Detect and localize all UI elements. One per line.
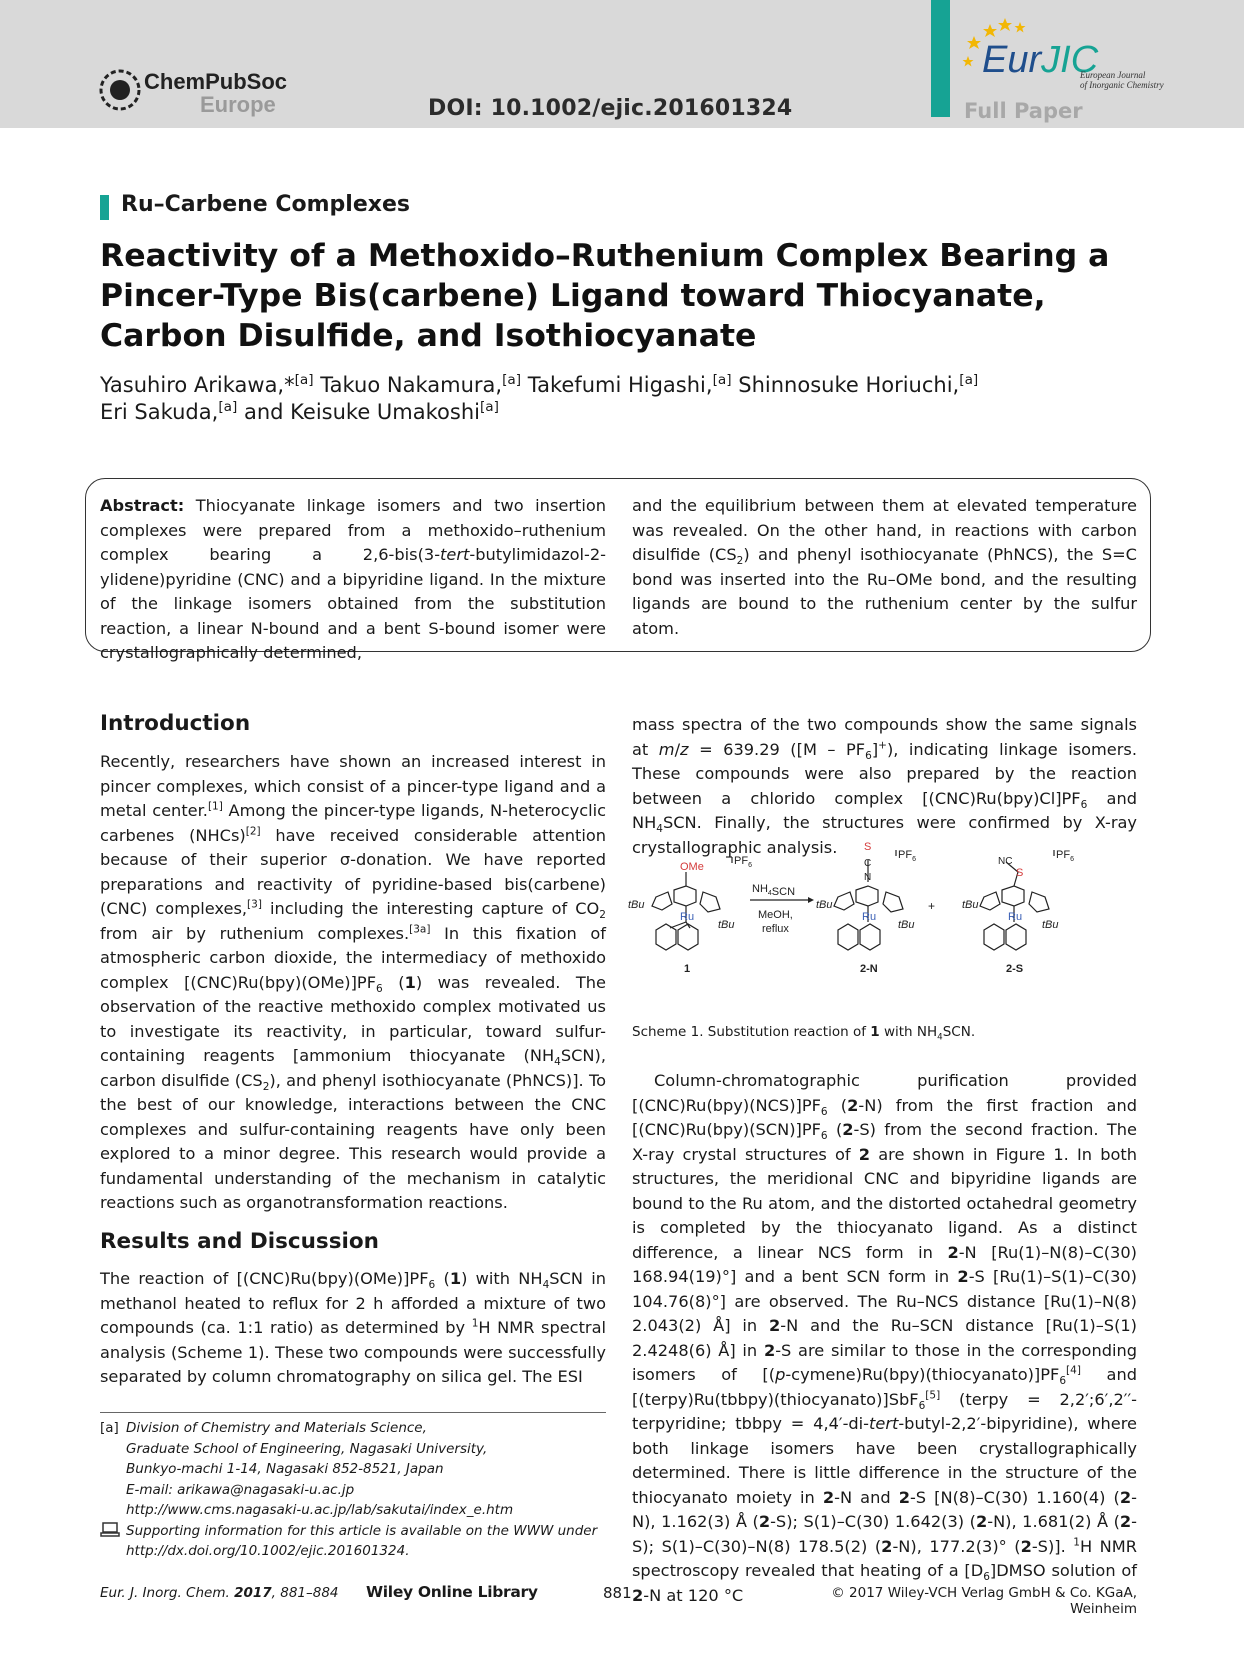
affiliation-email[interactable]: E-mail: arikawa@nagasaki-u.ac.jp — [126, 1481, 355, 1498]
footer-citation: Eur. J. Inorg. Chem. 2017, 881–884 — [100, 1585, 339, 1601]
metal-label-1: Ru — [680, 911, 695, 923]
eurjic-wordmark: EurJIC — [982, 39, 1099, 81]
counterion-pf: PF — [898, 849, 913, 861]
atom-c-label: C — [864, 858, 872, 869]
introduction-heading: Introduction — [100, 711, 251, 736]
globe-icon — [110, 80, 130, 100]
compound-label-1: 1 — [684, 963, 691, 975]
eurjic-logo[interactable] — [960, 14, 1164, 94]
affiliation-url[interactable]: http://www.cms.nagasaki-u.ac.jp/lab/sakutai/index_e.htm — [126, 1502, 514, 1518]
wiley-online-library-logo[interactable]: Wiley Online Library — [366, 1583, 538, 1601]
abstract-left: Abstract: Thiocyanate linkage isomers and two insertion complexes were prepared from a methoxido–ruthenium complex bearing a 2,6-bis(3-tert-butylimidazol-2-ylidene)pyridine (CNC) and a bipyridine ligand. In the mixture of the linkage isomers obtained from the substitution reaction, a linear N-bound and a bent S-bound isomer were crystallographically determined, — [100, 496, 606, 662]
footer-copyright: © 2017 Wiley-VCH Verlag GmbH & Co. KGaA, Weinheim — [831, 1585, 1137, 1617]
counterion-pf: PF — [734, 855, 749, 867]
journal-accent-bar — [931, 0, 950, 117]
affiliation-line: Graduate School of Engineering, Nagasaki University, — [126, 1440, 488, 1457]
metal-label-2s: Ru — [1008, 911, 1023, 923]
tbu-label: tBu — [962, 899, 979, 911]
page-number: 881 — [603, 1584, 632, 1602]
counterion-sub: 6 — [1070, 856, 1074, 863]
section-label: Ru–Carbene Complexes — [121, 192, 410, 217]
tbu-label: tBu — [718, 919, 735, 931]
author-list: Yasuhiro Arikawa,*[a] Takuo Nakamura,[a] Takefumi Higashi,[a] Shinnosuke Horiuchi,[a] Eri Sakuda,[a] and Keisuke Umakoshi[a] — [100, 372, 979, 424]
results-paragraph-1: The reaction of $[(CNC)Ru(bpy)(OMe)]PF_6$ (1) with $NH_4SCN$ in methanol heated to reflux for 2 h afforded a mixture of two compounds (ca. 1:1 ratio) as determined by $^1$H NMR spectral analysis (Scheme 1). These two compounds were successfully separated by column chromatography on silica gel. The ESI — [100, 1269, 607, 1386]
compound-label-2s: 2-S — [1006, 963, 1024, 975]
atom-s-label: S — [1016, 867, 1024, 879]
reagent-label: $NH_4SCN$ — [752, 883, 796, 898]
scheme-1-figure — [628, 841, 1140, 1004]
supporting-info-link[interactable]: http://dx.doi.org/10.1002/ejic.201601324. — [126, 1543, 410, 1559]
counterion-label-2n — [898, 849, 916, 863]
doi[interactable]: DOI: 10.1002/ejic.201601324 — [428, 96, 793, 121]
atom-n-label: N — [998, 856, 1006, 867]
publisher-sub: Europe — [200, 92, 276, 117]
tbu-label: tBu — [816, 899, 833, 911]
tbu-label: tBu — [1042, 919, 1059, 931]
compound-2s-structure — [980, 850, 1054, 950]
computer-icon — [100, 1522, 120, 1545]
abstract-right: and the equilibrium between them at elevated temperature was revealed. On the other hand, in reactions with carbon disulfide $(CS_2)$ and phenyl isothiocyanate (PhNCS), the S=C bond was inserted into the Ru–OMe bond, and the resulting ligands are bound to the ruthenium center by the sulfur atom. — [632, 496, 1137, 638]
reaction-arrowhead — [808, 897, 814, 903]
atom-c-label: C — [1005, 856, 1013, 867]
scheme-caption: Scheme 1. Substitution reaction of 1 with $NH_4SCN$. — [632, 1024, 976, 1043]
metal-label-2n: Ru — [862, 911, 877, 923]
affiliation-tag: [a] — [100, 1420, 119, 1436]
results-paragraph-2: Column-chromatographic purification provided $[(CNC)Ru(bpy)(NCS)]PF_6$ (2-N) from the first fraction and $[(CNC)Ru(bpy)(SCN)]PF_6$ (2-S) from the second fraction. The X-ray crystal structures of 2 are shown in Figure 1. In both structures, the meridional CNC and bipyridine ligands are bound to the Ru atom, and the distorted octahedral geometry is completed by the thiocyanato ligand. As a distinct difference, a linear NCS form in 2-N [Ru(1)–N(8)–C(30) 168.94(19)°] and a bent SCN form in 2-S [Ru(1)–S(1)–C(30) 104.76(8)°] are observed. The Ru–NCS distance [Ru(1)–N(8) 2.043(2) Å] in 2-N and the Ru–SCN distance [Ru(1)–S(1) 2.4248(6) Å] in 2-S are similar to those in the corresponding isomers of $[(p-cymene)Ru(bpy)(thiocyanato)]PF_6[4]$ and [(terpy)Ru(tbbpy)(thiocyanato)]SbF$_6$[5] (terpy = 2,2′;6′,2′′-terpyridine; tbbpy = 4,4′-di-tert-butyl-2,2′-bipyridine), where both linkage isomers have been crystallographically determined. There is little difference in the structure of the thiocyanato moiety in 2-N and 2-S [N(8)–C(30) 1.160(4) (2-N), 1.162(3) Å (2-S); S(1)–C(30) 1.642(3) (2-N), 1.681(2) Å (2-S); S(1)–C(30)–N(8) 178.5(2) (2-N), 177.2(3)° (2-S)]. $^1$H NMR spectroscopy revealed that heating of a $[D_6]DMSO$ solution of 2-N at 120 °C — [632, 1071, 1138, 1605]
affiliation-line: Bunkyo-machi 1-14, Nagasaki 852-8521, Japan — [126, 1461, 444, 1477]
tbu-label: tBu — [628, 899, 645, 911]
supporting-info-text: Supporting information for this article is available on the WWW under — [126, 1522, 598, 1539]
article-title: Reactivity of a Methoxido–Ruthenium Complex Bearing a Pincer-Type Bis(carbene) Ligand toward Thiocyanate, Carbon Disulfide, and Isothiocyanate — [100, 238, 1110, 354]
compound-label-2n: 2-N — [860, 963, 878, 975]
journal-tagline-2: of Inorganic Chemistry — [1080, 80, 1164, 90]
affiliation-line: Division of Chemistry and Materials Science, — [126, 1420, 427, 1436]
affiliation-block — [100, 1418, 606, 1562]
publisher-name: ChemPubSoc — [144, 69, 288, 94]
counterion-label-2s — [1056, 849, 1074, 863]
footnote-rule — [100, 1412, 606, 1413]
section-label-bar — [100, 195, 109, 220]
counterion-sub: 6 — [748, 862, 752, 869]
counterion-label-1 — [734, 855, 752, 869]
ncs-label — [998, 856, 1012, 867]
tbu-label: tBu — [898, 919, 915, 931]
journal-tagline-1: European Journal — [1080, 70, 1146, 80]
condition-1: MeOH, — [758, 909, 793, 921]
introduction-text: Recently, researchers have shown an increased interest in pincer complexes, which consist of a pincer-type ligand and a metal center.[1] Among the pincer-type ligands, N-heterocyclic carbenes (NHCs)[2] have received considerable attention because of their superior σ-donation. We have reported preparations and reactivity of pyridine-based bis(carbene) (CNC) complexes,[3] including the interesting capture of $CO_2$ from air by ruthenium complexes.[3a] In this fixation of atmospheric carbon dioxide, the intermediacy of methoxido complex $[(CNC)Ru(bpy)(OMe)]PF_6$ (1) was revealed. The observation of the reactive methoxido complex motivated us to investigate its reactivity, in particular, toward sulfur-containing reagents [ammonium thiocyanate $(NH_4SCN)$, carbon disulfide $(CS_2)$, and phenyl isothiocyanate (PhNCS)]. To the best of our knowledge, interactions between the CNC complexes and sulfur-containing reagents have only been explored to a minor degree. This research would provide a fundamental understanding of the mechanism in catalytic reactions such as organotransformation reactions. — [100, 752, 607, 1212]
plus-sign: + — [928, 899, 936, 913]
counterion-pf: PF — [1056, 849, 1071, 861]
results-paragraph-1-continued: mass spectra of the two compounds show the same signals at m/z = 639.29 $([M - PF_6]^+)$, indicating linkage isomers. These compounds were also prepared by the reaction between a chlorido complex $[(CNC)Ru(bpy)Cl]PF_6$ and $NH_4SCN$. Finally, the structures were confirmed by X-ray crystallographic analysis. — [632, 715, 1137, 857]
chempubsoc-logo[interactable] — [96, 64, 306, 124]
atom-n-label: N — [864, 872, 872, 883]
ome-label: OMe — [680, 861, 704, 873]
atom-s-label: S — [864, 841, 872, 853]
results-heading: Results and Discussion — [100, 1229, 379, 1254]
counterion-sub: 6 — [912, 856, 916, 863]
article-type: Full Paper — [964, 99, 1083, 123]
condition-2: reflux — [762, 923, 789, 935]
